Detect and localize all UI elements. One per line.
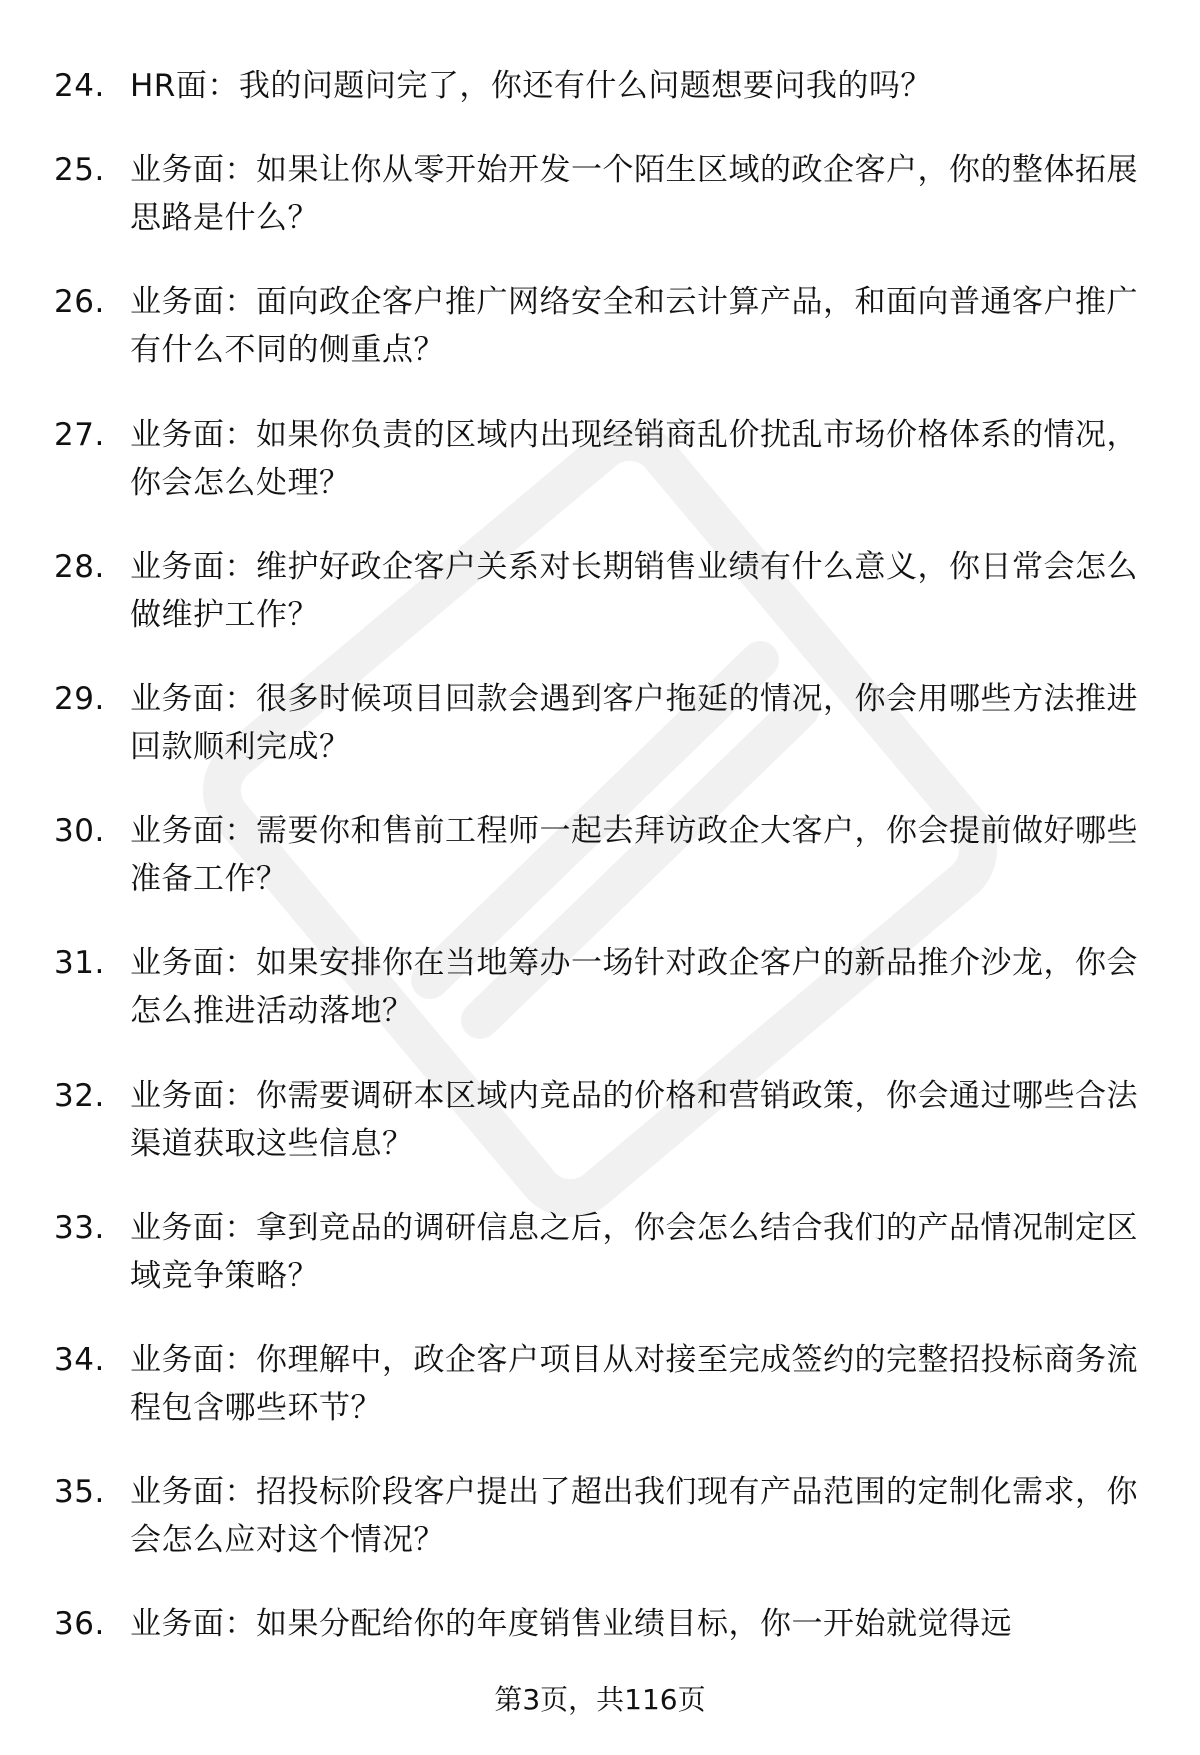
- question-text: 业务面：很多时候项目回款会遇到客户拖延的情况，你会用哪些方法推进回款顺利完成？: [130, 680, 1138, 765]
- question-text: 业务面：需要你和售前工程师一起去拜访政企大客户，你会提前做好哪些准备工作？: [130, 813, 1138, 898]
- list-item: [54, 675, 1154, 771]
- question-number: 33.: [54, 1209, 105, 1246]
- list-item: [54, 146, 1154, 242]
- question-number: 36.: [54, 1606, 105, 1643]
- question-number: 27.: [54, 416, 105, 453]
- list-item: [54, 62, 1154, 110]
- question-number: 26.: [54, 284, 105, 321]
- list-item: [54, 543, 1154, 639]
- question-number: 34.: [54, 1341, 105, 1378]
- question-text: 业务面：面向政企客户推广网络安全和云计算产品，和面向普通客户推广有什么不同的侧重点？: [130, 284, 1138, 369]
- question-text: 业务面：维护好政企客户关系对长期销售业绩有什么意义，你日常会怎么做维护工作？: [130, 548, 1138, 633]
- question-number: 24.: [54, 68, 105, 104]
- question-text: 业务面：招投标阶段客户提出了超出我们现有产品范围的定制化需求，你会怎么应对这个情况？: [130, 1474, 1138, 1559]
- question-number: 31.: [54, 945, 105, 982]
- question-text: 业务面：如果让你从零开始开发一个陌生区域的政企客户，你的整体拓展思路是什么？: [130, 152, 1138, 237]
- question-number: 29.: [54, 680, 105, 717]
- question-text: 业务面：你理解中，政企客户项目从对接至完成签约的完整招投标商务流程包含哪些环节？: [130, 1341, 1138, 1426]
- list-item: [54, 1336, 1154, 1432]
- list-item: [54, 1600, 1154, 1648]
- question-number: 25.: [54, 152, 105, 189]
- question-text: 业务面：如果分配给你的年度销售业绩目标，你一开始就觉得远: [130, 1606, 1012, 1643]
- question-text: HR面：我的问题问完了，你还有什么问题想要问我的吗？: [130, 68, 932, 104]
- list-item: [54, 807, 1154, 903]
- list-item: [54, 1072, 1154, 1168]
- question-text: 业务面：你需要调研本区域内竞品的价格和营销政策，你会通过哪些合法渠道获取这些信息？: [130, 1077, 1138, 1162]
- list-item: [54, 1468, 1154, 1564]
- list-item: [54, 411, 1154, 507]
- question-text: 业务面：拿到竞品的调研信息之后，你会怎么结合我们的产品情况制定区域竞争策略？: [130, 1209, 1138, 1294]
- question-number: 32.: [54, 1077, 105, 1114]
- question-number: 35.: [54, 1474, 105, 1511]
- list-item: [54, 1204, 1154, 1300]
- question-text: 业务面：如果安排你在当地筹办一场针对政企客户的新品推介沙龙，你会怎么推进活动落地？: [130, 945, 1138, 1030]
- list-item: [54, 278, 1154, 374]
- page-footer: 第3页，共116页: [494, 1683, 706, 1716]
- question-list: [54, 62, 1154, 1684]
- question-text: 业务面：如果你负责的区域内出现经销商乱价扰乱市场价格体系的情况，你会怎么处理？: [130, 416, 1138, 501]
- question-number: 30.: [54, 813, 105, 850]
- list-item: [54, 939, 1154, 1035]
- question-number: 28.: [54, 548, 105, 585]
